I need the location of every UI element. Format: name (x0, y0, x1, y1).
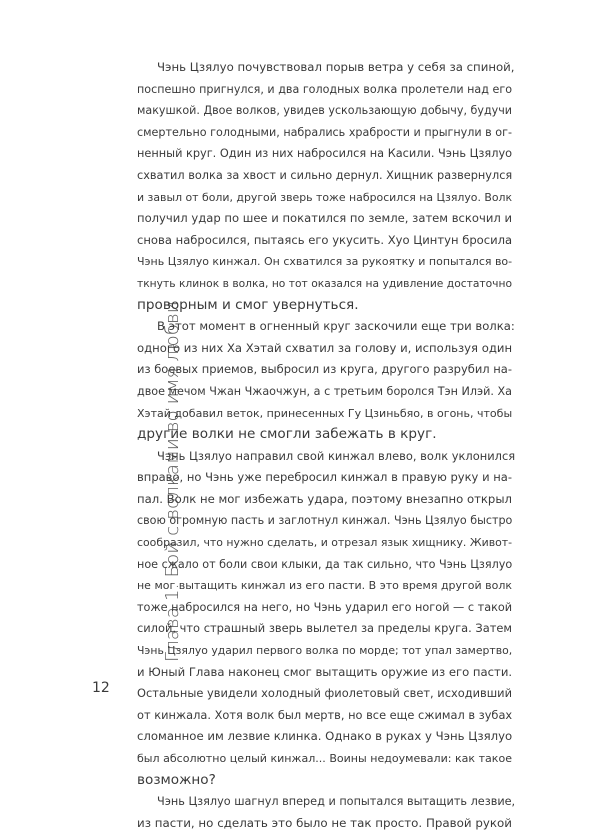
text-line: из боевых приемов, выбросил из круга, другого разрубил на- (137, 362, 512, 377)
text-line: из пасти, но сделать это было не так просто. Правой рукой (137, 815, 512, 830)
paragraph-1 (137, 57, 515, 316)
text-line: В этот момент в огненный круг заскочили еще три волка: (157, 319, 515, 334)
text-line: Остальные увидели холодный фиолетовый свет, исходивший (137, 686, 512, 701)
paragraph-4 (137, 791, 516, 834)
body-text (137, 57, 516, 834)
text-line: снова набросился, пытаясь его укусить. Хуо Цинтун бросила (137, 232, 513, 247)
text-line: двое мечом Чжан Чжаочжун, а с третьим боролся Тэн Илэй. Ха (137, 384, 512, 398)
text-line: ненный круг. Один из них набросился на Касили. Чэнь Цзялуо (137, 146, 513, 161)
text-line: тоже набросился на него, но Чэнь ударил его ногой — с такой (137, 600, 513, 614)
text-line: одного из них Ха Хэтай схватил за голову и, используя один (137, 340, 513, 355)
text-line: Хэтай добавил веток, принесенных Гу Цзиньбяо, в огонь, чтобы (137, 406, 513, 420)
text-line: вправо, но Чэнь уже перебросил кинжал в правую руку и на- (137, 470, 512, 485)
text-line: возможно? (137, 771, 216, 788)
paragraph-3 (137, 446, 516, 792)
text-line: получил удар по шее и покатился по земле, затем вскочил и (137, 211, 512, 226)
text-line: смертельно голодными, набрались храбрости и прыгнули в ог- (137, 125, 512, 139)
running-head: Глава 1. Бой с волками во имя любви (162, 301, 183, 662)
text-line: и Юный Глава наконец смог вытащить оружие из его пасти. (137, 664, 513, 679)
text-line: проворным и смог увернуться. (137, 296, 359, 313)
text-line: силой, что страшный зверь вылетел за пределы круга. Затем (137, 621, 512, 636)
text-line: Чэнь Цзялуо направил свой кинжал влево, волк уклонился (157, 448, 516, 463)
text-line: схватил волка за хвост и сильно дернул. Хищник развернулся (137, 168, 513, 182)
text-line: ное сжало от боли свои клыки, да так сильно, что Чэнь Цзялуо (137, 557, 513, 571)
text-line: сломанное им лезвие клинка. Однако в руках у Чэнь Цзялуо (137, 729, 513, 744)
page-number: 12 (92, 680, 110, 696)
text-line: свою огромную пасть и заглотнул кинжал. Чэнь Цзялуо быстро (137, 514, 513, 528)
text-line: поспешно пригнулся, и два голодных волка пролетели над его (137, 82, 512, 96)
text-line: ткнуть клинок в волка, но тот оказался на удивление достаточно (137, 276, 512, 290)
text-line: не мог вытащить кинжал из его пасти. В это время другой волк (137, 579, 512, 593)
text-line: пал. Волк не мог избежать удара, поэтому внезапно открыл (137, 491, 512, 506)
text-line: Чэнь Цзялуо ударил первого волка по морде; тот упал замертво, (137, 644, 513, 658)
text-line: от кинжала. Хотя волк был мертв, но все еще сжимал в зубах (137, 707, 513, 722)
text-line: макушкой. Двое волков, увидев ускользающую добычу, будучи (137, 104, 512, 118)
text-line: и завыл от боли, другой зверь тоже набросился на Цзялуо. Волк (137, 190, 513, 204)
text-line: Чэнь Цзялуо шагнул вперед и попытался вытащить лезвие, (157, 795, 516, 809)
text-line: Чэнь Цзялуо кинжал. Он схватился за рукоятку и попытался во- (137, 255, 513, 269)
text-line: другие волки не смогли забежать в круг. (137, 426, 437, 443)
text-line: сообразил, что нужно сделать, и отрезал язык хищнику. Живот- (137, 536, 513, 550)
text-line: Чэнь Цзялуо почувствовал порыв ветра у себя за спиной, (157, 60, 515, 74)
text-line: был абсолютно целый кинжал... Воины недоумевали: как такое (137, 752, 512, 765)
paragraph-2 (137, 316, 515, 446)
